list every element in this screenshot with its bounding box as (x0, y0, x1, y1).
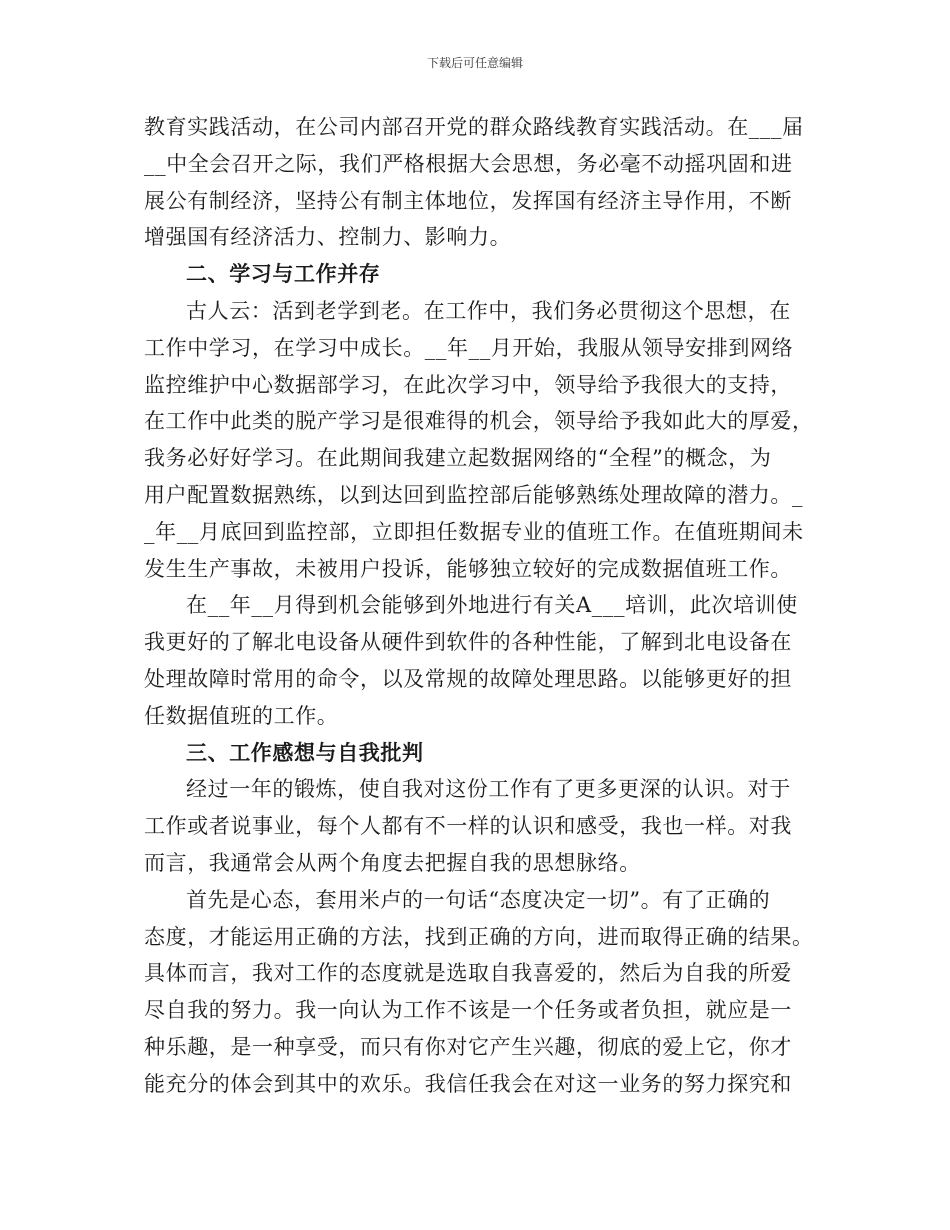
text-line: 我更好的了解北电设备从硬件到软件的各种性能，了解到北电设备在 (144, 630, 792, 655)
text-line: 教育实践活动，在公司内部召开党的群众路线教育实践活动。在___届 (144, 115, 804, 139)
text-line: 经过一年的锻炼，使自我对这份工作有了更多更深的认识。对于 (186, 777, 791, 802)
text-line: 态度，才能运用正确的方法，找到正确的方向，进而取得正确的结果。 (144, 924, 814, 949)
text-line: 能充分的体会到其中的欢乐。我信任我会在对这一业务的努力探究和 (144, 1071, 792, 1096)
text-line: 用户配置数据熟练，以到达回到监控部后能够熟练处理故障的潜力。_ (144, 482, 804, 507)
text-line: 任数据值班的工作。 (144, 703, 339, 728)
text-line: 展公有制经济，坚持公有制主体地位，发挥国有经济主导作用，不断 (144, 188, 792, 213)
text-line: 而言，我通常会从两个角度去把握自我的思想脉络。 (144, 850, 641, 875)
text-line: 在__年__月得到机会能够到外地进行有关A___培训，此次培训使 (186, 593, 798, 618)
text-line: 我务必好好学习。在此期间我建立起数据网络的“全程”的概念，为 (144, 446, 772, 471)
text-line: 工作或者说事业，每个人都有不一样的认识和感受，我也一样。对我 (144, 814, 792, 839)
text-line: 首先是心态，套用米卢的一句话“态度决定一切”。有了正确的 (186, 887, 771, 912)
text-line: 古人云：活到老学到老。在工作中，我们务必贯彻这个思想，在 (186, 298, 791, 323)
text-line: 处理故障时常用的命令，以及常规的故障处理思路。以能够更好的担 (144, 666, 792, 691)
text-line: 监控维护中心数据部学习，在此次学习中，领导给予我很大的支持， (144, 372, 792, 397)
text-line: 发生生产事故，未被用户投诉，能够独立较好的完成数据值班工作。 (144, 556, 792, 581)
text-line: 尽自我的努力。我一向认为工作不该是一个任务或者负担，就应是一 (144, 998, 792, 1023)
page-header: 下载后可任意编辑 (426, 56, 523, 70)
text-line: __中全会召开之际，我们严格根据大会思想，务必毫不动摇巩固和进 (144, 151, 793, 176)
text-line: _年__月底回到监控部，立即担任数据专业的值班工作。在值班期间未 (144, 519, 804, 544)
text-line: 种乐趣，是一种享受，而只有你对它产生兴趣，彻底的爱上它，你才 (144, 1034, 792, 1059)
text-line: 在工作中此类的脱产学习是很难得的机会，领导给予我如此大的厚爱， (144, 409, 814, 434)
text-line: 增强国有经济活力、控制力、影响力。 (144, 225, 512, 250)
text-line: 具体而言，我对工作的态度就是选取自我喜爱的，然后为自我的所爱 (144, 961, 792, 986)
section-heading: 二、学习与工作并存 (186, 261, 381, 287)
section-heading: 三、工作感想与自我批判 (186, 739, 424, 765)
document-body (144, 109, 814, 1103)
text-line: 工作中学习，在学习中成长。__年__月开始，我服从领导安排到网络 (144, 335, 794, 360)
